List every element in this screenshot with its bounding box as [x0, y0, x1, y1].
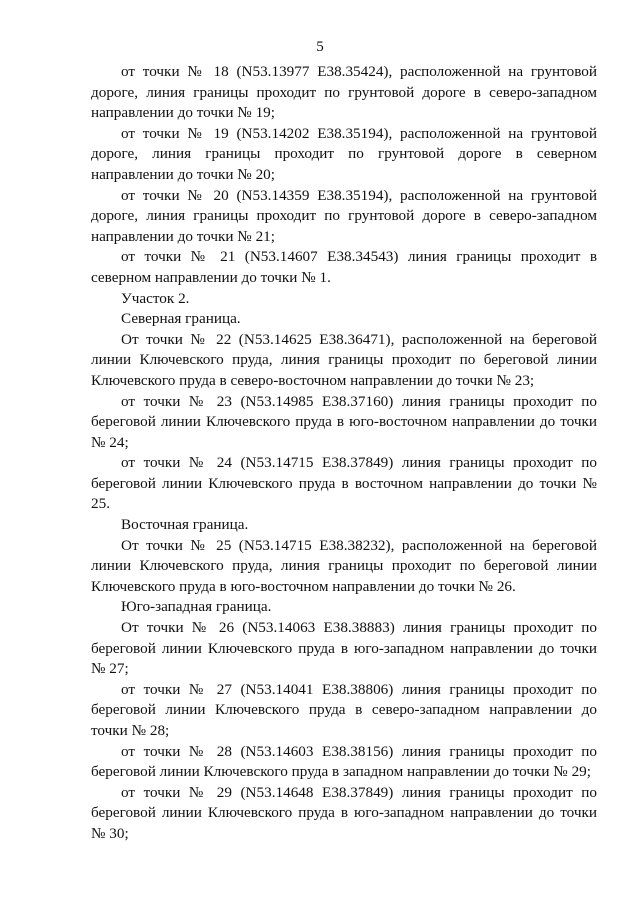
paragraph-point-25: От точки № 25 (N53.14715 E38.38232), расположенной на береговой линии Ключевского пруда, линия границы проходит по береговой линии Ключевского пруда в юго-восточном направлении до точки № 26. — [91, 536, 597, 595]
subheading-southwest-border: Юго-западная граница. — [121, 598, 272, 616]
paragraph-point-20: от точки № 20 (N53.14359 E38.35194), расположенной на грунтовой дороге, линия границы проходит по грунтовой дороге в северо-западном направлении до точки № 21; — [91, 186, 597, 245]
subheading-north-border: Северная граница. — [121, 310, 241, 328]
paragraph-point-29: от точки № 29 (N53.14648 E38.37849) линия границы проходит по береговой линии Ключевского пруда в юго-западном направлении до точки № 30; — [91, 783, 597, 842]
paragraph-point-24: от точки № 24 (N53.14715 E38.37849) линия границы проходит по береговой линии Ключевского пруда в восточном направлении до точки № 25. — [91, 454, 597, 513]
paragraph-point-21: от точки № 21 (N53.14607 E38.34543) линия границы проходит в северном направлении до точки № 1. — [91, 248, 597, 286]
paragraph-point-27: от точки № 27 (N53.14041 E38.38806) линия границы проходит по береговой линии Ключевского пруда в северо-западном направлении до точки № 28; — [91, 680, 597, 739]
paragraph-point-26: От точки № 26 (N53.14063 E38.38883) линия границы проходит по береговой линии Ключевского пруда в юго-западном направлении до точки № 27; — [91, 619, 597, 678]
paragraph-point-19: от точки № 19 (N53.14202 E38.35194), расположенной на грунтовой дороге, линия границы проходит по грунтовой дороге в северном направлении до точки № 20; — [91, 124, 597, 183]
paragraph-point-22: От точки № 22 (N53.14625 E38.36471), расположенной на береговой линии Ключевского пруда, линия границы проходит по береговой линии Ключевского пруда в северо-восточном направлении до точки № 23; — [91, 330, 597, 389]
paragraph-point-23: от точки № 23 (N53.14985 E38.37160) линия границы проходит по береговой линии Ключевского пруда в юго-восточном направлении до точки № 24; — [91, 392, 597, 451]
paragraph-point-18: от точки № 18 (N53.13977 E38.35424), расположенной на грунтовой дороге, линия границы проходит по грунтовой дороге в северо-западном направлении до точки № 19; — [91, 63, 597, 122]
page-number: 5 — [316, 39, 324, 55]
section-heading-plot-2: Участок 2. — [121, 289, 190, 307]
document-body — [91, 62, 597, 845]
paragraph-point-28: от точки № 28 (N53.14603 E38.38156) линия границы проходит по береговой линии Ключевского пруда в западном направлении до точки № 29; — [91, 742, 597, 781]
subheading-east-border: Восточная граница. — [121, 516, 249, 534]
